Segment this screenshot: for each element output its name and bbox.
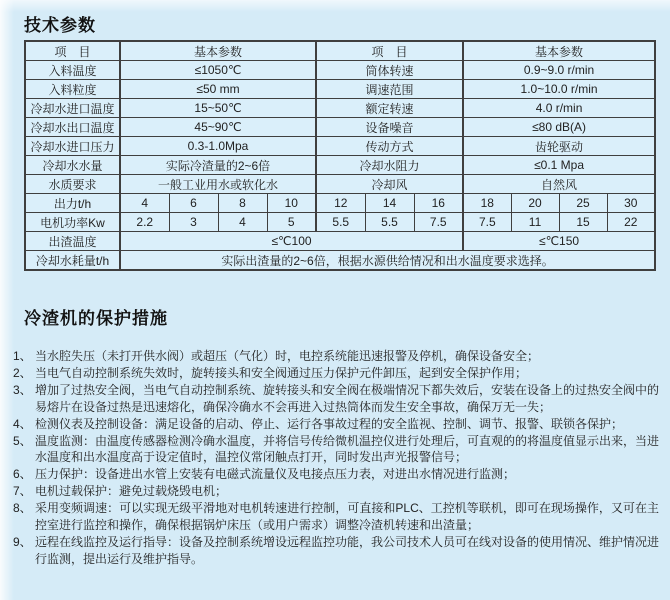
table-cell: 5.5 xyxy=(316,213,365,232)
table-cell: 14 xyxy=(365,194,414,213)
table-cell: 25 xyxy=(559,194,607,213)
table-cell: 4 xyxy=(120,194,169,213)
table-cell: 冷却水耗量t/h xyxy=(25,251,120,271)
table-cell: 电机功率Kw xyxy=(25,213,120,232)
table-cell: 45~90℃ xyxy=(120,118,316,137)
table-row xyxy=(25,232,655,251)
table-cell: 16 xyxy=(414,194,463,213)
protection-item-number: 7、 xyxy=(13,484,32,499)
table-cell: 冷却水进口压力 xyxy=(25,137,120,156)
protection-item-text: 当电气自动控制系统失效时，旋转接头和安全阀通过压力保护元件卸压，起到安全保护作用； xyxy=(35,365,528,380)
protection-title: 冷渣机的保护措施 xyxy=(24,309,168,328)
protection-item-text: 检测仪表及控制设备：满足设备的启动、停止、运行各事故过程的安全监视、控制、调节、报警、联锁各保护； xyxy=(35,416,624,431)
protection-item-number: 3、 xyxy=(13,382,32,397)
table-cell: 15~50℃ xyxy=(120,99,316,118)
table-cell: 0.3-1.0Mpa xyxy=(120,137,316,156)
protection-item-number: 6、 xyxy=(13,467,32,482)
table-row xyxy=(25,118,655,137)
table-row xyxy=(25,41,655,61)
protection-item xyxy=(13,466,659,483)
table-cell: 7.5 xyxy=(463,213,511,232)
table-row xyxy=(25,175,655,194)
table-header-cell: 基本参数 xyxy=(463,41,655,61)
table-cell: 调速范围 xyxy=(316,80,463,99)
table-cell: 冷却水水量 xyxy=(25,156,120,175)
protection-item xyxy=(13,433,659,467)
table-cell: 入料温度 xyxy=(25,61,120,80)
table-cell: 冷却水阻力 xyxy=(316,156,463,175)
table-cell: 7.5 xyxy=(414,213,463,232)
table-header-cell: 项 目 xyxy=(25,41,120,61)
table-cell: ≤0.1 Mpa xyxy=(463,156,655,175)
table-cell: 冷却风 xyxy=(316,175,463,194)
table-cell: 2.2 xyxy=(120,213,169,232)
table-cell: 1.0~10.0 r/min xyxy=(463,80,655,99)
table-cell: 3 xyxy=(169,213,218,232)
table-cell: 11 xyxy=(511,213,559,232)
protection-item-number: 4、 xyxy=(13,416,32,431)
table-cell: ≤80 dB(A) xyxy=(463,118,655,137)
table-cell: 5.5 xyxy=(365,213,414,232)
table-cell: 4.0 r/min xyxy=(463,99,655,118)
table-row xyxy=(25,80,655,99)
table-cell: 4 xyxy=(218,213,267,232)
protection-item xyxy=(13,534,659,568)
table-cell: 20 xyxy=(511,194,559,213)
protection-item xyxy=(13,348,659,365)
protection-item-number: 2、 xyxy=(13,365,32,380)
table-header-cell: 基本参数 xyxy=(120,41,316,61)
table-cell: ≤1050℃ xyxy=(120,61,316,80)
table-cell: 冷却水出口温度 xyxy=(25,118,120,137)
protection-item-text: 当水腔失压（未打开供水阀）或超压（气化）时，电控系统能迅速报警及停机，确保设备安全； xyxy=(35,349,540,363)
table-cell: 12 xyxy=(316,194,365,213)
table-cell: 5 xyxy=(267,213,316,232)
table-cell: 设备噪音 xyxy=(316,118,463,137)
table-cell: 6 xyxy=(169,194,218,213)
table-header-cell: 项 目 xyxy=(316,41,463,61)
protection-item-number: 9、 xyxy=(13,534,32,549)
table-cell: ≤℃100 xyxy=(120,232,463,251)
tech-params-title: 技术参数 xyxy=(24,16,96,35)
protection-item xyxy=(13,483,659,500)
table-cell: 一般工业用水或软化水 xyxy=(120,175,316,194)
params-table xyxy=(24,40,656,271)
table-cell: ≤℃150 xyxy=(463,232,655,251)
protection-item xyxy=(13,500,659,534)
table-cell: 0.9~9.0 r/min xyxy=(463,61,655,80)
table-row xyxy=(25,61,655,80)
protection-item-number: 1、 xyxy=(13,349,32,363)
table-row xyxy=(25,99,655,118)
table-row xyxy=(25,156,655,175)
table-cell: 出渣温度 xyxy=(25,232,120,251)
table-row xyxy=(25,213,655,232)
table-cell: 出力t/h xyxy=(25,194,120,213)
table-cell: 自然风 xyxy=(463,175,655,194)
table-row xyxy=(25,137,655,156)
table-cell: 实际出渣量的2~6倍，根据水源供给情况和出水温度要求选择。 xyxy=(120,251,655,271)
protection-item xyxy=(13,365,659,382)
table-cell: 齿轮驱动 xyxy=(463,137,655,156)
table-cell: 10 xyxy=(267,194,316,213)
protection-item-text: 电机过载保护：避免过载烧毁电机； xyxy=(35,484,228,499)
protection-item-number: 8、 xyxy=(13,501,32,516)
table-cell: 实际冷渣量的2~6倍 xyxy=(120,156,316,175)
table-cell: 22 xyxy=(607,213,655,232)
protection-item xyxy=(13,416,659,433)
protection-item-text: 压力保护：设备进出水管上安装有电磁式流量仪及电接点压力表，对进出水情况进行监测； xyxy=(35,467,516,482)
table-cell: 水质要求 xyxy=(25,175,120,194)
table-row xyxy=(25,251,655,271)
table-cell: 筒体转速 xyxy=(316,61,463,80)
table-cell: ≤50 mm xyxy=(120,80,316,99)
table-cell: 额定转速 xyxy=(316,99,463,118)
protection-item-text: 采用变频调速：可以实现无级平滑地对电机转速进行控制，可直接和PLC、工控机等联机，即可在现场操作，又可在主控室进行监控和操作，确保根据锅炉床压（或用户需求）调整冷渣机转速和出渣量； xyxy=(35,501,659,533)
table-cell: 30 xyxy=(607,194,655,213)
params-table-body xyxy=(25,41,655,270)
table-cell: 8 xyxy=(218,194,267,213)
table-cell: 18 xyxy=(463,194,511,213)
table-cell: 15 xyxy=(559,213,607,232)
protection-item-number: 5、 xyxy=(13,433,32,448)
table-cell: 冷却水进口温度 xyxy=(25,99,120,118)
protection-item xyxy=(13,382,659,416)
table-cell: 传动方式 xyxy=(316,137,463,156)
protection-item-text: 增加了过热安全阀，当电气自动控制系统、旋转接头和安全阀在极端情况下都失效后，安装在设备上的过热安全阀中的易熔片在设备过热是迅速熔化，确保冷确水不会再进入过热筒体而发生安全事故，确保万无一失； xyxy=(35,382,660,414)
protection-list xyxy=(13,348,659,568)
table-cell: 入料粒度 xyxy=(25,80,120,99)
protection-item-text: 远程在线监控及运行指导：设备及控制系统增设远程监控功能，我公司技术人员可在线对设备的使用情况、维护情况进行监测，提出运行及维护指导。 xyxy=(35,534,660,566)
table-row xyxy=(25,194,655,213)
protection-item-text: 温度监测：由温度传感器检测冷确水温度，并将信号传给微机温控仪进行处理后，可直观的的将温度值显示出来，当进水温度和出水温度高于设定值时，温控仪常闭触点打开，同时发出声光报警信号； xyxy=(35,433,660,465)
